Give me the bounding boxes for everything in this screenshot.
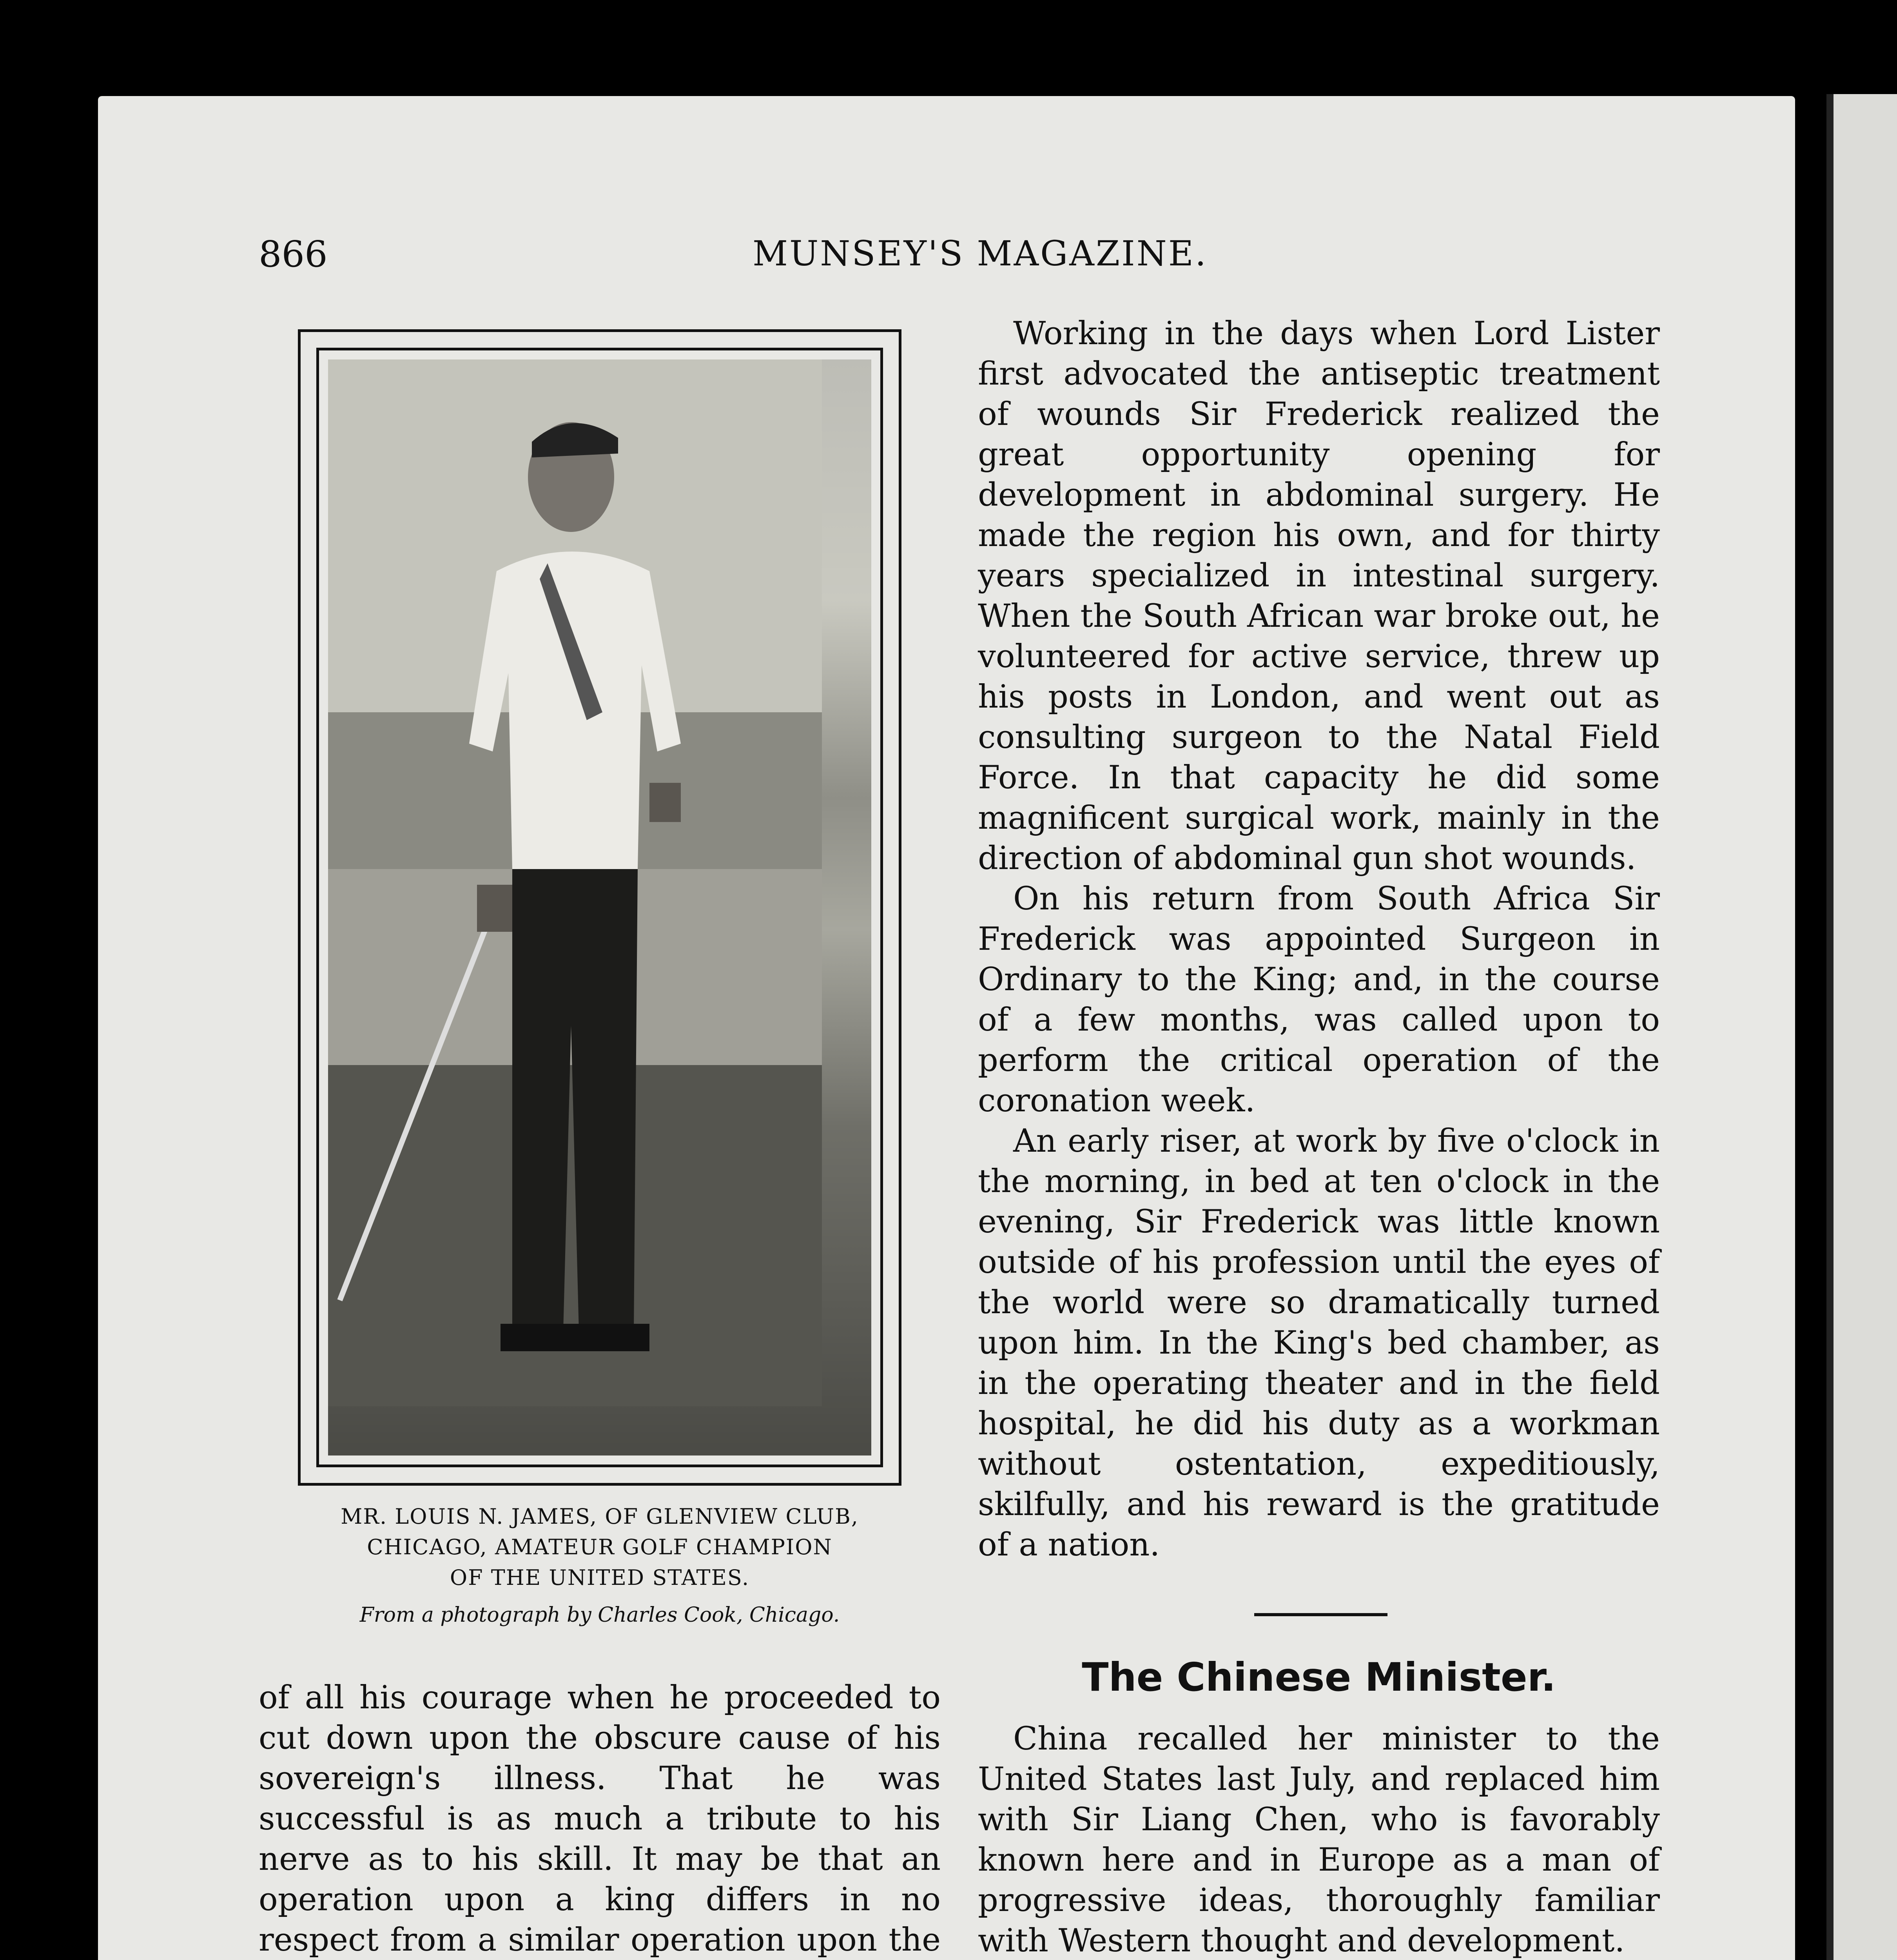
caption-line: CHICAGO, AMATEUR GOLF CHAMPION	[367, 1535, 832, 1559]
photo-frame	[298, 329, 901, 1486]
right-column-text	[978, 314, 1660, 1565]
facing-page-edge	[1826, 94, 1897, 1960]
paragraph: of all his courage when he proceeded to cut down upon the obscure cause of his sovereign's illness. That he was successful is as much a tribute to his nerve as to his skill. It may be that an operation upon a king differs in no respect from a similar operation upon the	[259, 1679, 941, 1958]
photo-credit: From a photograph by Charles Cook, Chicago.	[359, 1603, 840, 1627]
paragraph: China recalled her minister to the United States last July, and replaced him with Sir Liang Chen, who is favorably known here and in Europe as a man of progressive ideas, thoroughly familiar with Western thought and development.	[978, 1720, 1660, 1959]
caption-line: OF THE UNITED STATES.	[450, 1565, 750, 1590]
paragraph: On his return from South Africa Sir Frederick was appointed Surgeon in Ordinary to the King; and, in the course of a few months, was called upon to perform the critical operation of the coronation week.	[978, 880, 1660, 1119]
section-body	[978, 1719, 1660, 1960]
golfer-illustration	[328, 359, 822, 1406]
left-column-text	[259, 1678, 941, 1960]
section-divider	[1254, 1613, 1387, 1616]
paragraph: Working in the days when Lord Lister first advocated the antiseptic treatment of wounds Sir Frederick realized the great opportunity opening for development in abdominal surgery. He made the region his own, and for thirty years specialized in intestinal surgery. When the South African war broke out, he volunteered for active service, threw up his posts in London, and went out as consulting surgeon to the Natal Field Force. In that capacity he did some magnificent surgical work, mainly in the direction of abdominal gun shot wounds.	[978, 315, 1660, 877]
golfer-photograph	[328, 359, 871, 1455]
page-number: 866	[259, 233, 328, 275]
running-head: MUNSEY'S MAGAZINE.	[753, 233, 1208, 274]
photo-caption	[274, 1501, 925, 1593]
caption-line: MR. LOUIS N. JAMES, OF GLENVIEW CLUB,	[341, 1504, 859, 1529]
page-header	[0, 233, 1897, 280]
section-title: The Chinese Minister.	[1082, 1654, 1556, 1700]
paragraph: An early riser, at work by five o'clock in the morning, in bed at ten o'clock in the evening, Sir Frederick was little known outside of his profession until the eyes of the world were so dramatically turned upon him. In the King's bed chamber, as in the operating theater and in the field hospital, he did his duty as a workman without ostentation, expeditiously, skilfully, and his reward is the gratitude of a nation.	[978, 1123, 1660, 1563]
